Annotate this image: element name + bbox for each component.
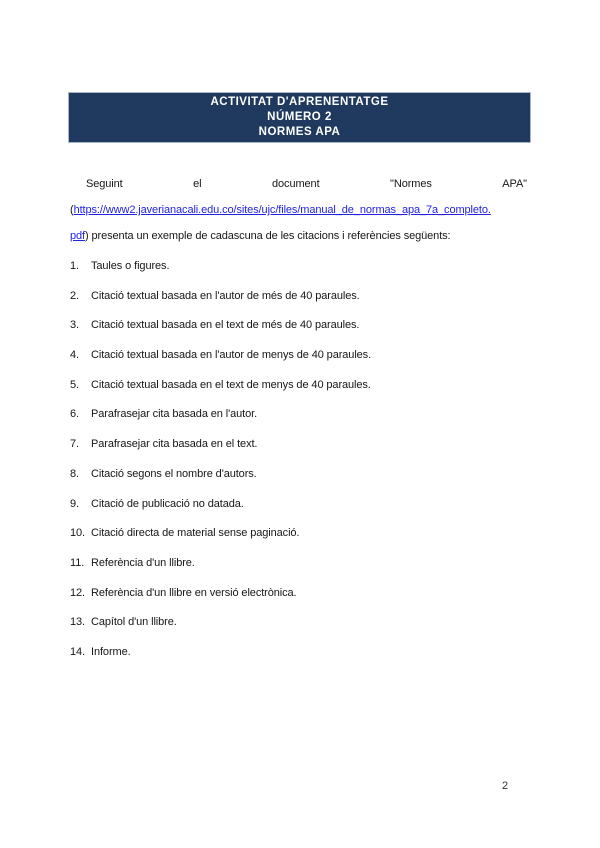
list-item-number: 7. <box>70 438 79 451</box>
list-item-text: Citació directa de material sense paginació. <box>91 527 300 540</box>
list-item-number: 3. <box>70 319 79 332</box>
close-paren: ) <box>85 230 89 242</box>
list-item-text: Referència d'un llibre en versió electrònica. <box>91 586 297 599</box>
page-number: 2 <box>502 780 509 792</box>
list-item-text: Citació de publicació no datada. <box>91 497 244 510</box>
title-line-activity: ACTIVITAT D'APRENENTATGE <box>210 96 389 108</box>
list-item <box>70 497 536 511</box>
list-item <box>70 556 536 570</box>
title-banner <box>68 92 531 143</box>
list-item-text: Citació textual basada en l'autor de més de 40 paraules. <box>91 289 360 302</box>
list-item <box>70 586 536 600</box>
list-item <box>70 407 536 421</box>
title-line-number: NÚMERO 2 <box>267 111 332 123</box>
list-item-number: 6. <box>70 408 79 421</box>
list-item-text: Capítol d'un llibre. <box>91 616 177 629</box>
list-item-number: 10. <box>70 527 85 540</box>
list-item-text: Citació segons el nombre d'autors. <box>91 467 257 480</box>
list-item <box>70 615 536 629</box>
intro-line-tail <box>70 223 527 249</box>
list-item-number: 14. <box>70 645 85 658</box>
intro-word: el <box>193 178 202 190</box>
intro-word: Seguint <box>86 178 123 190</box>
list-item-number: 12. <box>70 586 85 599</box>
open-paren: ( <box>70 204 74 216</box>
intro-tail-text: presenta un exemple de cadascuna de les citacions i referències següents: <box>88 230 451 242</box>
intro-word: APA" <box>502 178 527 190</box>
list-item-text: Parafrasejar cita basada en el text. <box>91 438 258 451</box>
list-item <box>70 318 536 332</box>
list-item <box>70 378 536 392</box>
title-line-normes: NORMES APA <box>258 126 341 138</box>
list-item <box>70 526 536 540</box>
list-item-number: 8. <box>70 467 79 480</box>
list-item-text: Taules o figures. <box>91 260 170 272</box>
list-item-text: Citació textual basada en el text de menys de 40 paraules. <box>91 378 371 391</box>
list-item <box>70 289 536 303</box>
manual-link-part1[interactable]: https://www2.javerianacali.edu.co/sites/ujc/files/manual_de_normas_apa_7a_completo. <box>73 204 491 216</box>
manual-link-part2[interactable]: pdf <box>70 230 85 242</box>
list-item-number: 1. <box>70 260 79 272</box>
intro-paragraph <box>70 171 527 249</box>
intro-line-justified <box>70 171 527 197</box>
list-item <box>70 259 536 273</box>
list-item <box>70 437 536 451</box>
list-item-number: 4. <box>70 349 79 362</box>
intro-word: document <box>272 178 320 190</box>
list-item-text: Informe. <box>91 645 131 658</box>
list-item-text: Citació textual basada en el text de més de 40 paraules. <box>91 319 360 332</box>
intro-word: "Normes <box>390 178 432 190</box>
list-item-text: Parafrasejar cita basada en l'autor. <box>91 408 258 421</box>
citation-list <box>70 259 536 675</box>
intro-line-url <box>70 197 527 223</box>
list-item <box>70 348 536 362</box>
list-item-number: 5. <box>70 378 79 391</box>
list-item-text: Citació textual basada en l'autor de menys de 40 paraules. <box>91 349 372 362</box>
list-item-number: 13. <box>70 616 85 629</box>
list-item <box>70 645 536 659</box>
list-item-number: 11. <box>70 556 85 569</box>
list-item <box>70 467 536 481</box>
list-item-number: 9. <box>70 497 79 510</box>
list-item-number: 2. <box>70 289 79 302</box>
list-item-text: Referència d'un llibre. <box>91 556 195 569</box>
